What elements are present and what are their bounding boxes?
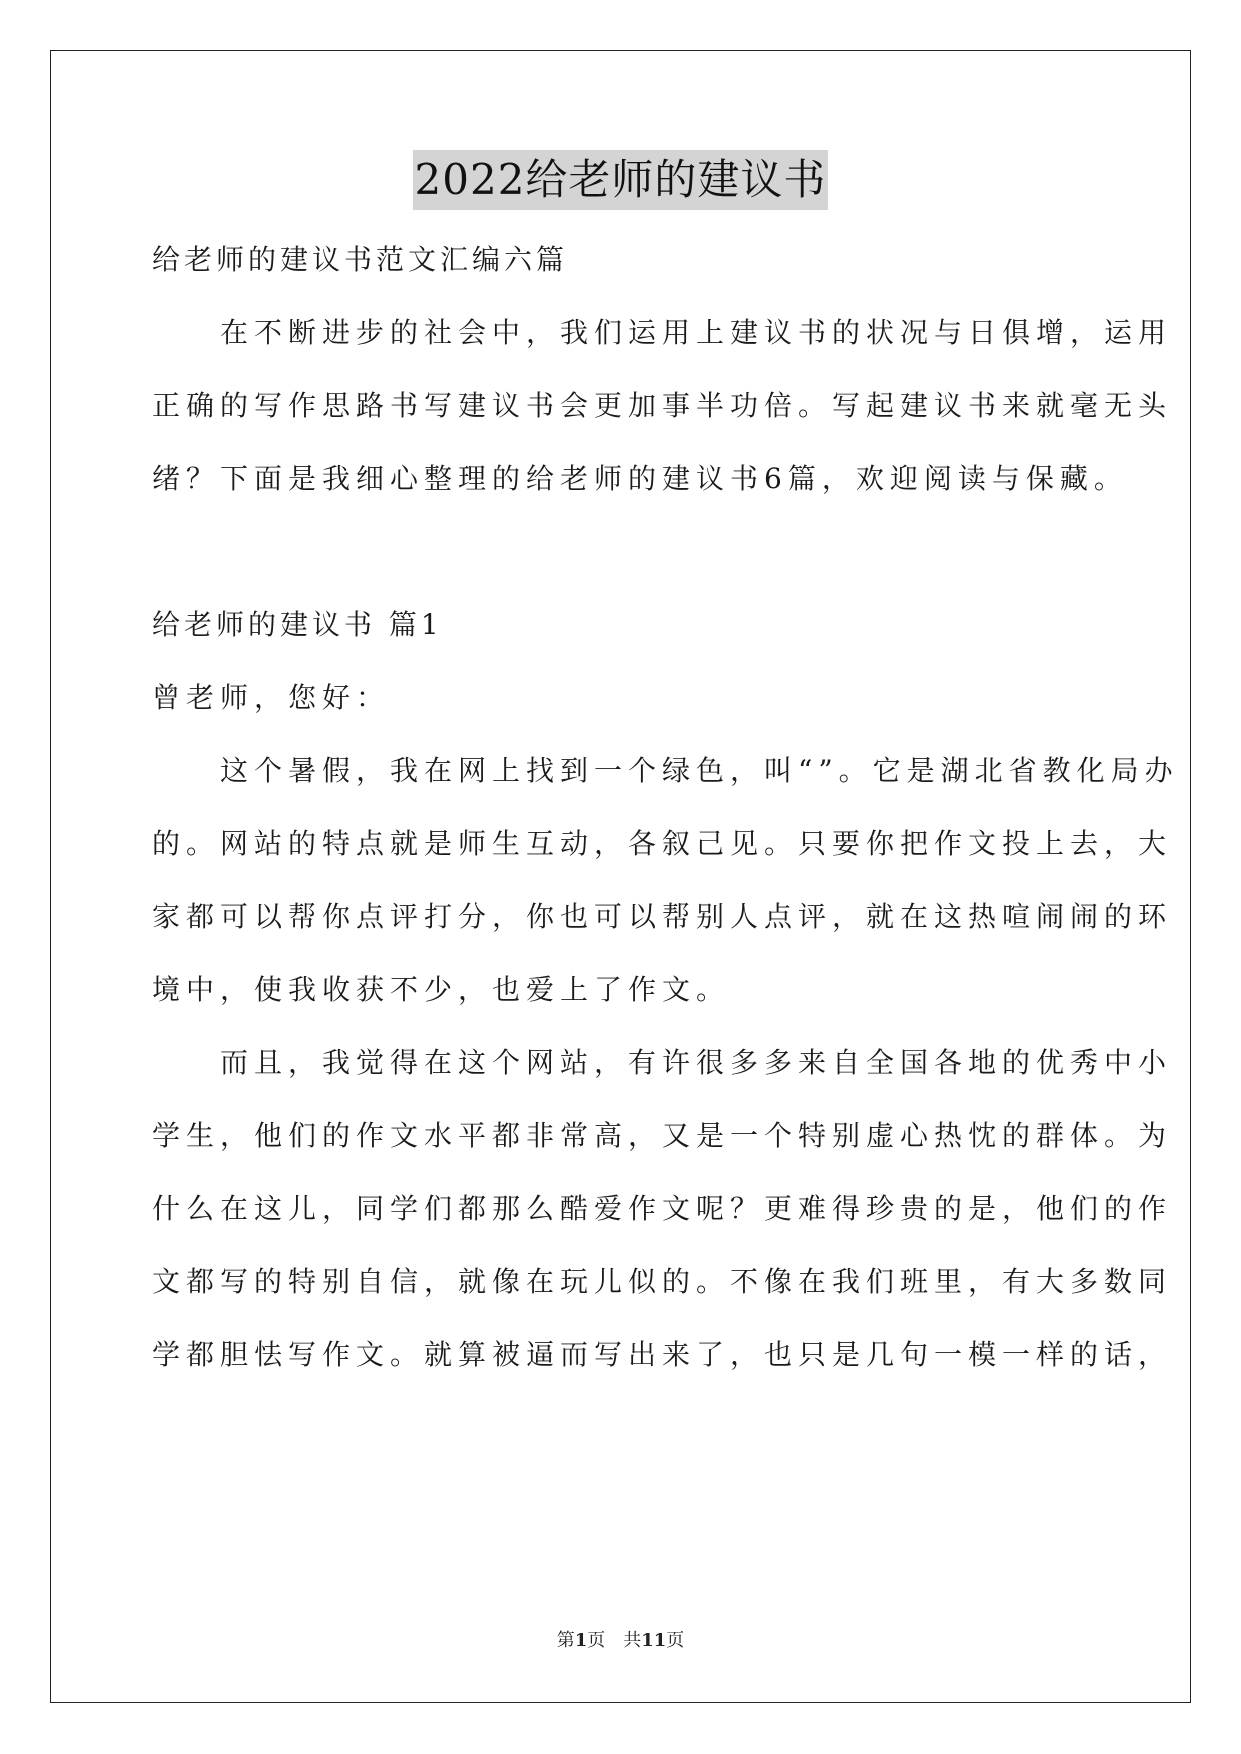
document-title: 2022给老师的建议书 [413,150,829,210]
paragraph1-line-4: 境中，使我收获不少，也爱上了作文。 [152,973,731,1006]
paragraph1-line-3: 家都可以帮你点评打分，你也可以帮别人点评，就在这热喧闹闹的环 [152,900,1173,933]
paragraph2-line-1: 而且，我觉得在这个网站，有许很多多来自全国各地的优秀中小 [152,1046,1173,1079]
intro-line-1: 在不断进步的社会中，我们运用上建议书的状况与日俱增，运用 [152,316,1173,349]
document-body [152,240,1179,1375]
section-heading: 给老师的建议书 篇1 [152,608,443,641]
paragraph1-line-2: 的。网站的特点就是师生互动，各叙己见。只要你把作文投上去，大 [152,827,1173,860]
paragraph1-line-1: 这个暑假，我在网上找到一个绿色，叫“”。它是湖北省教化局办 [152,754,1179,787]
footer-page-mid: 页 共 [587,1630,642,1651]
footer-page-current: 1 [574,1630,588,1651]
footer-page-prefix: 第 [556,1630,575,1651]
title-container [0,150,1241,210]
document-subtitle: 给老师的建议书范文汇编六篇 [152,243,569,276]
paragraph2-line-3: 什么在这儿，同学们都那么酷爱作文呢？更难得珍贵的是，他们的作 [152,1192,1173,1225]
salutation: 曾老师，您好： [152,681,391,714]
intro-line-3: 绪？下面是我细心整理的给老师的建议书6篇，欢迎阅读与保藏。 [152,462,1128,495]
intro-line-2: 正确的写作思路书写建议书会更加事半功倍。写起建议书来就毫无头 [152,389,1173,422]
paragraph2-line-4: 文都写的特别自信，就像在玩儿似的。不像在我们班里，有大多数同 [152,1265,1173,1298]
paragraph2-line-2: 学生，他们的作文水平都非常高，又是一个特别虚心热忱的群体。为 [152,1119,1173,1152]
page-footer [0,1626,1241,1652]
paragraph2-line-5: 学都胆怯写作文。就算被逼而写出来了，也只是几句一模一样的话， [152,1338,1173,1371]
footer-page-suffix: 页 [666,1630,685,1651]
footer-page-total: 11 [641,1630,667,1651]
